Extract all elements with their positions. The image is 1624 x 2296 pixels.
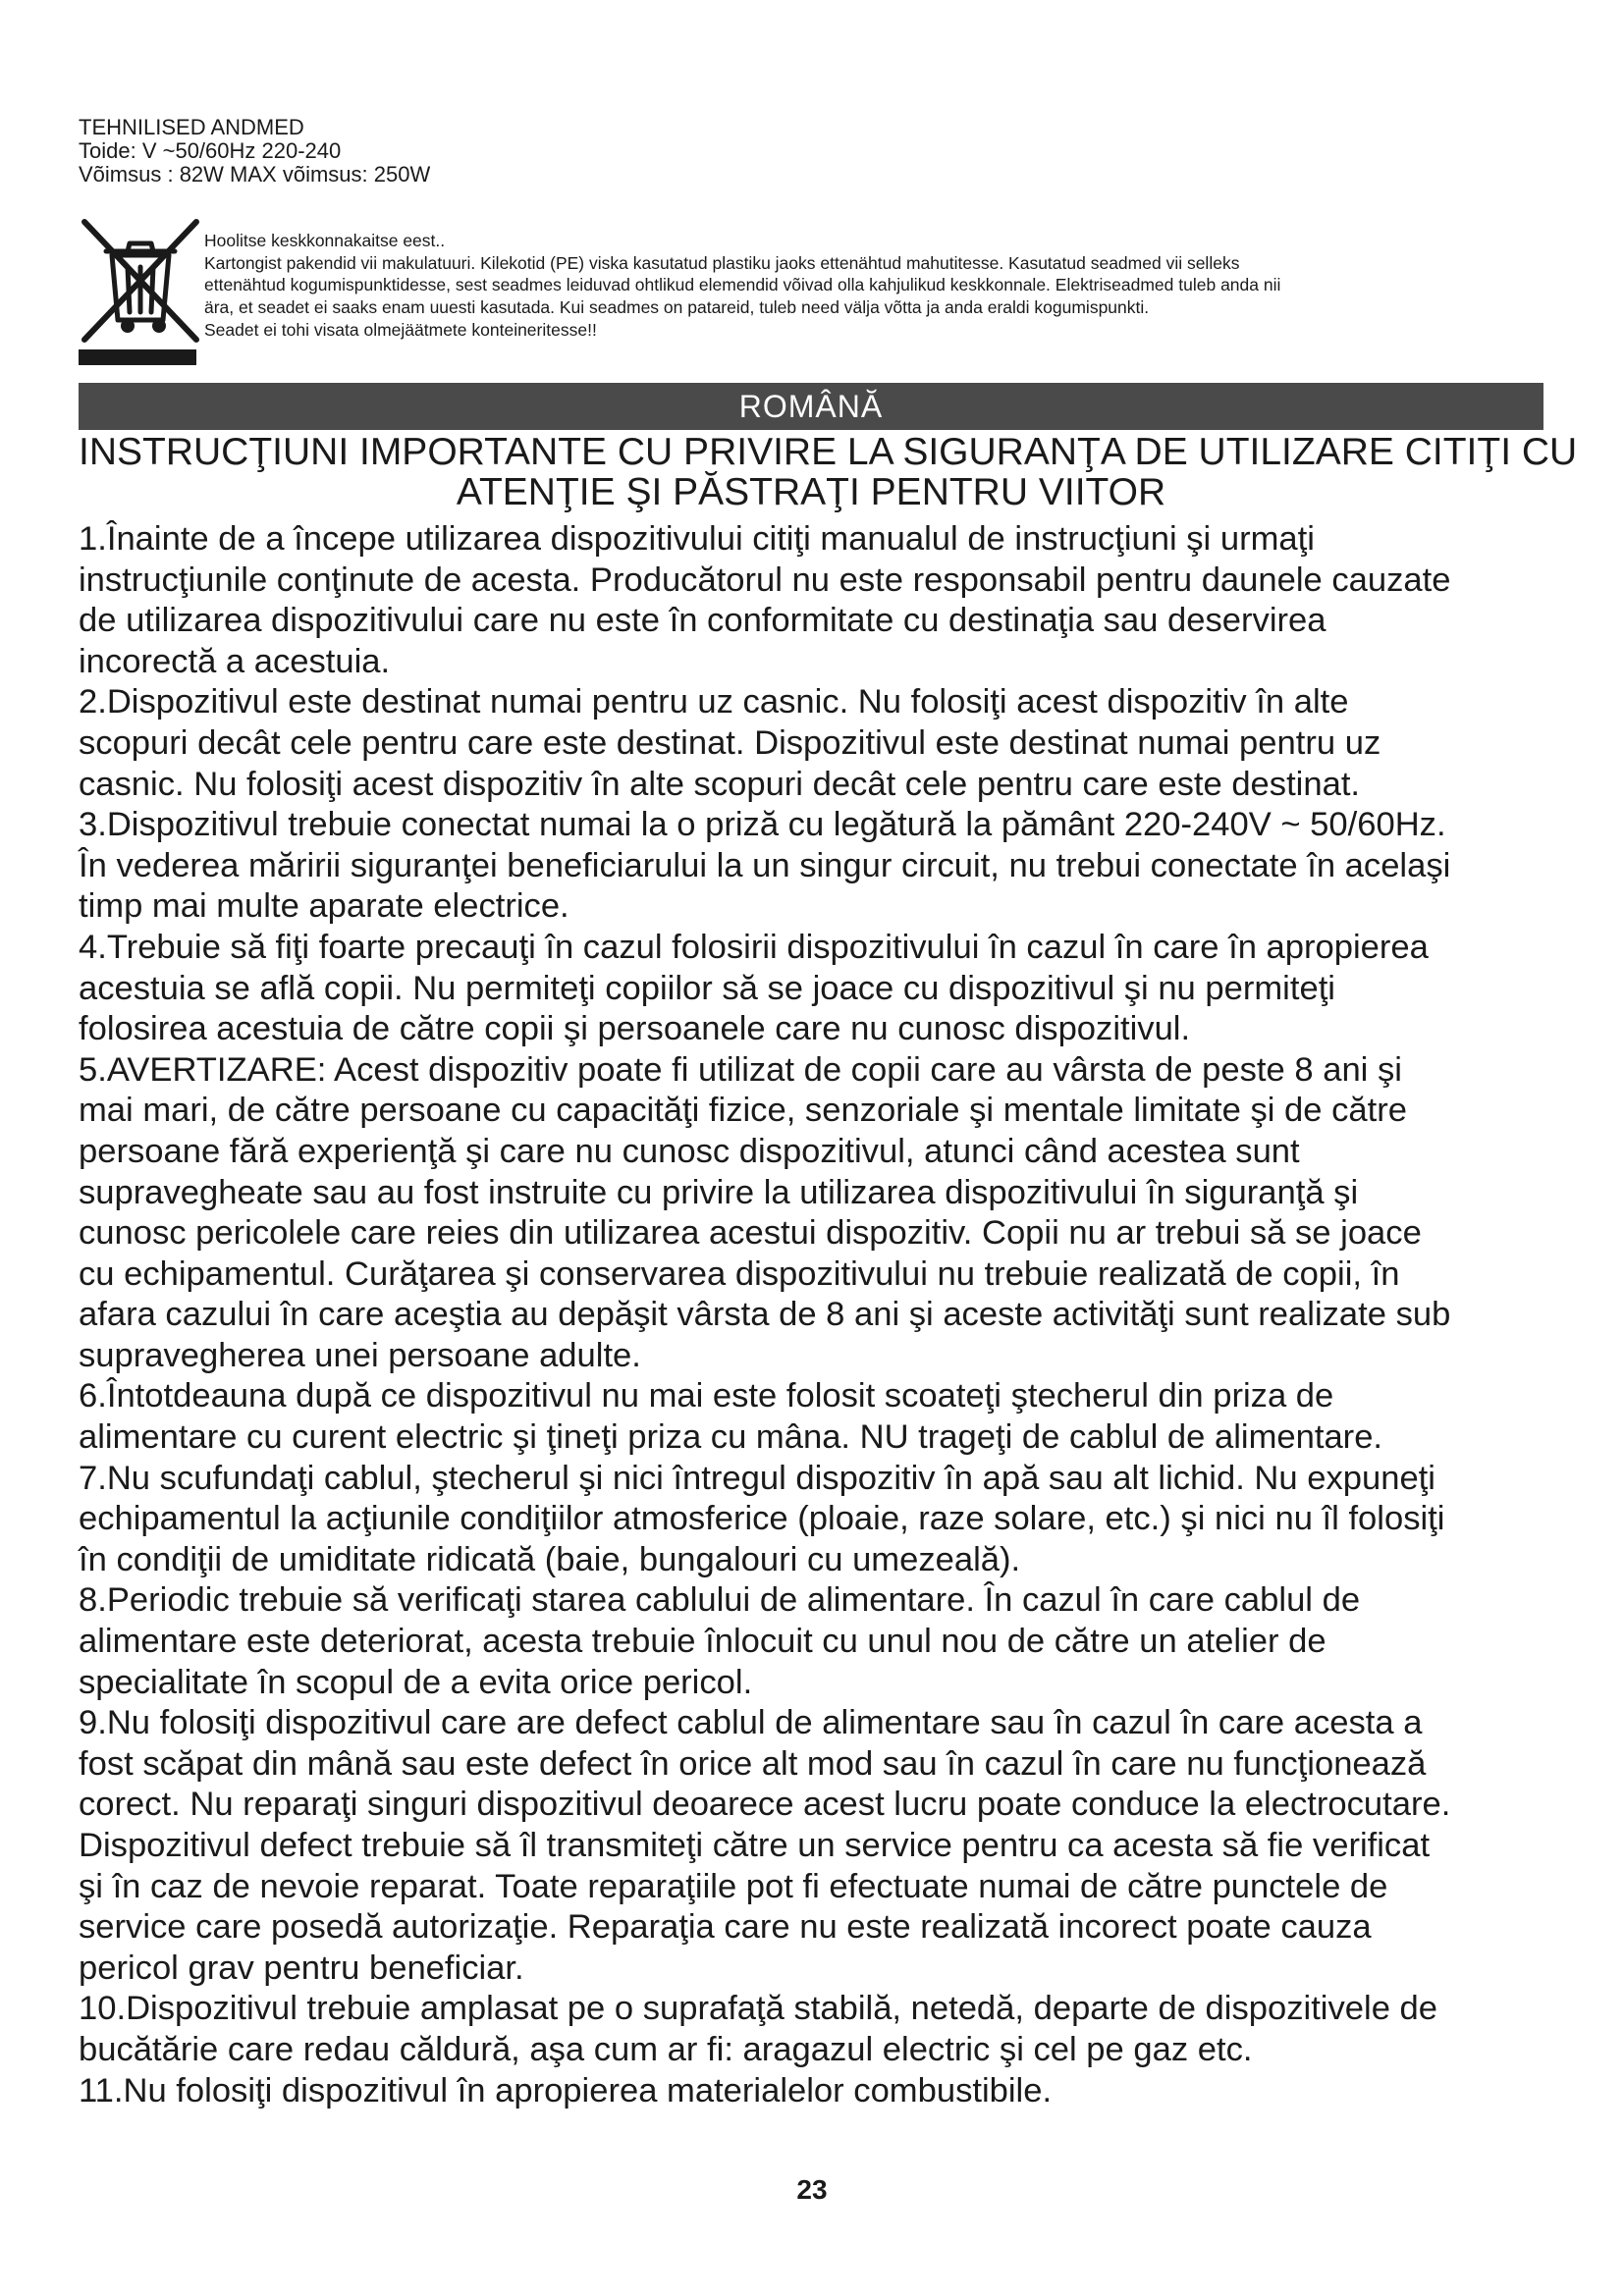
disposal-bar [79,349,196,365]
instruction-line: de utilizarea dispozitivului care nu este în conformitate cu destinaţia sau deservirea [79,602,1326,640]
safety-heading [79,431,1578,513]
instruction-line: folosirea acestuia de către copii şi persoanele care nu cunosc dispozitivul. [79,1010,1191,1048]
instruction-line: acestuia se află copii. Nu permiteţi copiilor să se joace cu dispozitivul şi nu permiteţi [79,969,1335,1007]
instruction-line: 8.Periodic trebuie să verificaţi starea cablului de alimentare. În cazul în care cablul de [79,1581,1361,1620]
instruction-line: alimentare este deteriorat, acesta trebuie înlocuit cu unul nou de către un atelier de [79,1623,1326,1661]
instruction-line: 2.Dispozitivul este destinat numai pentru uz casnic. Nu folosiţi acest dispozitiv în alte [79,683,1349,721]
instruction-line: 3.Dispozitivul trebuie conectat numai la o priză cu legătură la pământ 220-240V ~ 50/60Hz. [79,806,1446,844]
instruction-line: pericol grav pentru beneficiar. [79,1949,524,1987]
instruction-line: 7.Nu scufundaţi cablul, ştecherul şi nici întregul dispozitiv în apă sau alt lichid. Nu expuneţi [79,1459,1435,1497]
instruction-line: bucătărie care redau căldură, aşa cum ar fi: aragazul electric şi cel pe gaz etc. [79,2030,1253,2068]
instruction-line: persoane fără experienţă şi care nu cunosc dispozitivul, atunci când acestea sunt [79,1132,1300,1170]
disposal-line: ära, et seadet ei saaks enam uuesti kasutada. Kui seadmes on patareid, tuleb need välja võtta ja anda eraldi kogumispunkti. [204,297,1150,318]
instruction-line: fost scăpat din mână sau este defect în orice alt mod sau în cazul în care nu funcţionează [79,1744,1427,1783]
instruction-line: corect. Nu reparaţi singuri dispozitivul deoarece acest lucru poate conduce la electrocutare. [79,1786,1451,1824]
safety-heading-line: INSTRUCŢIUNI IMPORTANTE CU PRIVIRE LA SIGURANŢA DE UTILIZARE CITIŢI CU [79,431,1578,473]
instruction-line: în condiţii de umiditate ridicată (baie, bungalouri cu umezeală). [79,1540,1021,1578]
instruction-line: 10.Dispozitivul trebuie amplasat pe o suprafaţă stabilă, netedă, departe de dispozitivele de [79,1990,1437,2028]
instruction-line: 9.Nu folosiţi dispozitivul care are defect cablul de alimentare sau în cazul în care acesta a [79,1704,1423,1742]
instruction-line: cunosc pericolele care reies din utilizarea acestui dispozitiv. Copii nu ar trebui să se joace [79,1214,1422,1253]
page-number: 23 [796,2174,828,2205]
instruction-line: supravegheate sau au fost instruite cu privire la utilizarea dispozitivului în siguranţă şi [79,1173,1359,1211]
instruction-line: instrucţiunile conţinute de acesta. Producătorul nu este responsabil pentru daunele cauzate [79,561,1451,599]
instruction-line: echipamentul la acţiunile condiţiilor atmosferice (ploaie, raze solare, etc.) şi nici nu îl folosiţi [79,1500,1445,1538]
technical-data [79,116,628,187]
instruction-line: În vederea măririi siguranţei beneficiarului la un singur circuit, nu trebui conectate în acelaşi [79,846,1451,884]
disposal-line: Seadet ei tohi visata olmejäätmete konteineritesse!! [204,319,597,340]
instructions-body [79,519,1551,2111]
instruction-line: incorectă a acestuia. [79,642,391,680]
instruction-line: afara cazului în care aceştia au depăşit vârsta de 8 ani şi aceste activităţi sunt realizate sub [79,1296,1451,1334]
disposal-text [204,230,1549,342]
instruction-line: 11.Nu folosiţi dispozitivul în apropierea materialelor combustibile. [79,2071,1053,2109]
safety-heading-line: ATENŢIE ŞI PĂSTRAŢI PENTRU VIITOR [456,471,1166,513]
disposal-line: Kartongist pakendid vii makulatuuri. Kilekotid (PE) viska kasutatud plastiku jaoks ettenähtud mahutitesse. Kasutatud seadmed vii selleks [204,252,1240,273]
instruction-line: cu echipamentul. Curăţarea şi conservarea dispozitivului nu trebuie realizată de copii, în [79,1255,1400,1293]
crossed-out-wheelie-bin-icon [79,218,202,344]
instruction-line: şi în caz de nevoie reparat. Toate reparaţiile pot fi efectuate numai de către punctele de [79,1867,1388,1905]
instruction-line: 6.Întotdeauna după ce dispozitivul nu mai este folosit scoateţi ştecherul din priza de [79,1377,1334,1415]
disposal-line: ettenähtud kogumispunktidesse, sest seadmes leiduvad ohtlikud elemendid võivad olla kahjulikud keskkonnale. Elektriseadmed tuleb anda nii [204,275,1281,295]
instruction-line: 1.Înainte de a începe utilizarea dispozitivului citiţi manualul de instrucţiuni şi urmaţi [79,520,1315,558]
instruction-line: timp mai multe aparate electrice. [79,887,569,926]
instruction-line: mai mari, de către persoane cu capacităţi fizice, senzoriale şi mentale limitate şi de către [79,1092,1407,1130]
instruction-line: specialitate în scopul de a evita orice pericol. [79,1663,753,1701]
instruction-line: supravegherea unei persoane adulte. [79,1336,641,1374]
instruction-line: casnic. Nu folosiţi acest dispozitiv în alte scopuri decât cele pentru care este destinat. [79,765,1361,803]
instruction-line: 5.AVERTIZARE: Acest dispozitiv poate fi utilizat de copii care au vârsta de peste 8 ani şi [79,1050,1402,1089]
instruction-line: alimentare cu curent electric şi ţineţi priza cu mâna. NU trageţi de cablul de alimentare. [79,1418,1383,1457]
instruction-line: service care posedă autorizaţie. Reparaţia care nu este realizată incorect poate cauza [79,1908,1372,1947]
instruction-line: scopuri decât cele pentru care este destinat. Dispozitivul este destinat numai pentru uz [79,723,1381,762]
disposal-line: Hoolitse keskkonnakaitse eest.. [204,231,446,250]
technical-data-power-supply: Toide: V ~50/60Hz 220-240 [79,138,342,163]
technical-data-title: TEHNILISED ANDMED [79,115,304,139]
technical-data-power: Võimsus : 82W MAX võimsus: 250W [79,162,431,187]
disposal-notice [79,218,1542,375]
instruction-line: Dispozitivul defect trebuie să îl transmiteţi către un service pentru ca acesta să fie verificat [79,1827,1431,1864]
instruction-line: 4.Trebuie să fiţi foarte precauţi în cazul folosirii dispozitivului în cazul în care în apropierea [79,928,1429,966]
language-section-bar: ROMÂNĂ [79,383,1543,430]
